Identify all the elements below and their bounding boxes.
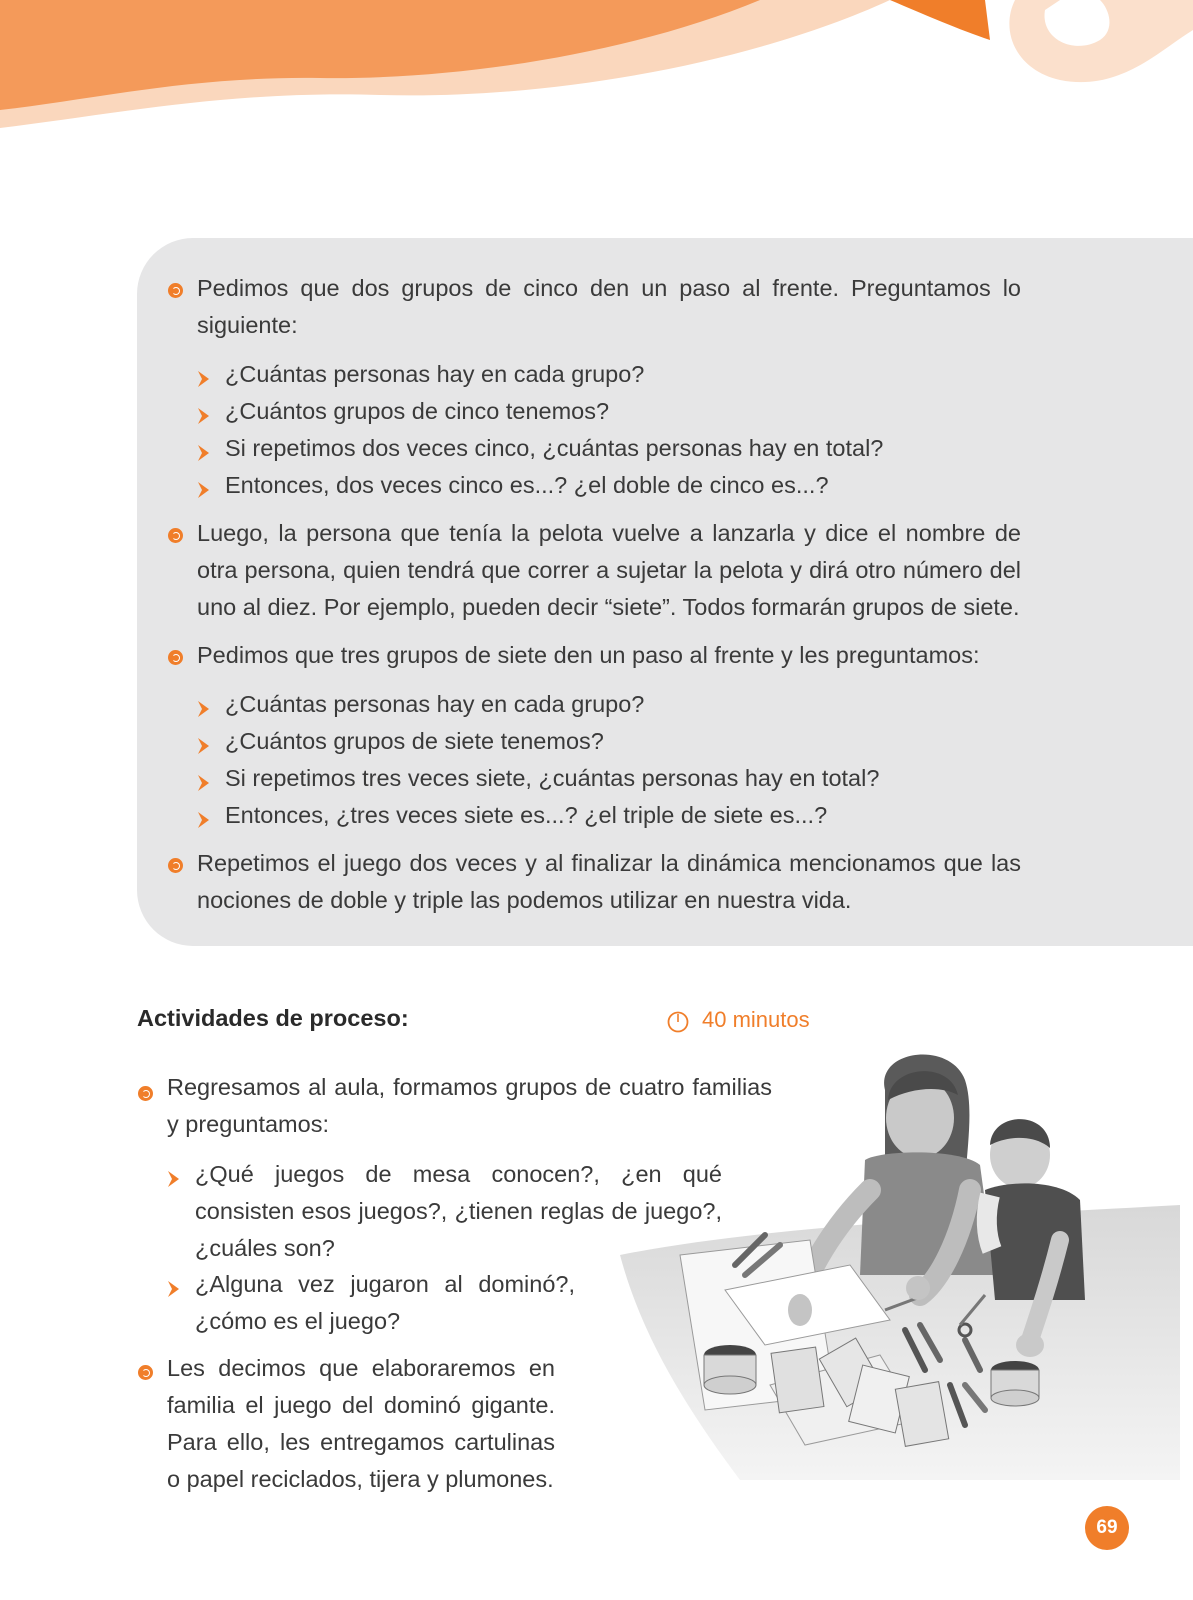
box-item-4: Repetimos el juego dos veces y al finalizar la dinámica mencionamos que las nociones de doble y triple las podemos utilizar en nuestra vida. — [197, 850, 1021, 913]
duration-label: 40 minutos — [702, 1007, 810, 1032]
arrow-icon — [196, 774, 210, 792]
box-item-3-question-4: Entonces, ¿tres veces siete es...? ¿el triple de siete es...? — [225, 802, 828, 828]
box-item-3-question-2: ¿Cuántos grupos de siete tenemos? — [225, 728, 604, 754]
box-item-1-question-2: ¿Cuántos grupos de cinco tenemos? — [225, 398, 610, 424]
page-number: 69 — [1085, 1506, 1129, 1550]
arrow-icon — [196, 444, 210, 462]
bullet-icon — [168, 858, 183, 873]
box-item-1: Pedimos que dos grupos de cinco den un paso al frente. Preguntamos lo siguiente: — [197, 275, 1021, 338]
process-question-2: ¿Alguna vez jugaron al dominó?, ¿cómo es el juego? — [195, 1271, 575, 1334]
box-item-1-question-4: Entonces, dos veces cinco es...? ¿el doble de cinco es...? — [225, 472, 829, 498]
box-item-3-question-1: ¿Cuántas personas hay en cada grupo? — [225, 691, 645, 717]
arrow-icon — [196, 811, 210, 829]
box-item-1-question-3: Si repetimos dos veces cinco, ¿cuántas personas hay en total? — [225, 435, 884, 461]
process-item-2: Les decimos que elaboraremos en familia el juego del dominó gigante. Para ello, les entregamos cartulinas o papel reciclados, tijera y plumones. — [167, 1355, 555, 1492]
bullet-icon — [168, 283, 183, 298]
section-title: Actividades de proceso: — [137, 1005, 409, 1031]
arrow-icon — [196, 370, 210, 388]
arrow-icon — [196, 481, 210, 499]
bullet-icon — [168, 528, 183, 543]
arrow-icon — [196, 407, 210, 425]
arrow-icon — [166, 1280, 180, 1298]
arrow-icon — [196, 700, 210, 718]
process-item-1: Regresamos al aula, formamos grupos de cuatro familias y preguntamos: — [167, 1074, 772, 1137]
family-crafting-illustration — [620, 1040, 1180, 1480]
box-item-3: Pedimos que tres grupos de siete den un paso al frente y les preguntamos: — [197, 642, 980, 668]
bullet-icon — [168, 650, 183, 665]
box-item-3-question-3: Si repetimos tres veces siete, ¿cuántas personas hay en total? — [225, 765, 880, 791]
box-item-1-question-1: ¿Cuántas personas hay en cada grupo? — [225, 361, 645, 387]
bullet-icon — [138, 1365, 153, 1380]
arrow-icon — [196, 737, 210, 755]
clock-icon — [667, 1011, 689, 1033]
bullet-icon — [138, 1086, 153, 1101]
header-wave-decoration — [0, 0, 1193, 150]
process-question-1: ¿Qué juegos de mesa conocen?, ¿en qué consisten esos juegos?, ¿tienen reglas de juego?, ¿cuáles son? — [195, 1161, 722, 1261]
box-item-2: Luego, la persona que tenía la pelota vuelve a lanzarla y dice el nombre de otra persona, quien tendrá que correr a sujetar la pelota y dirá otro número del uno al diez. Por ejemplo, pueden decir “siete”. Todos formarán grupos de siete. — [197, 520, 1021, 620]
arrow-icon — [166, 1170, 180, 1188]
